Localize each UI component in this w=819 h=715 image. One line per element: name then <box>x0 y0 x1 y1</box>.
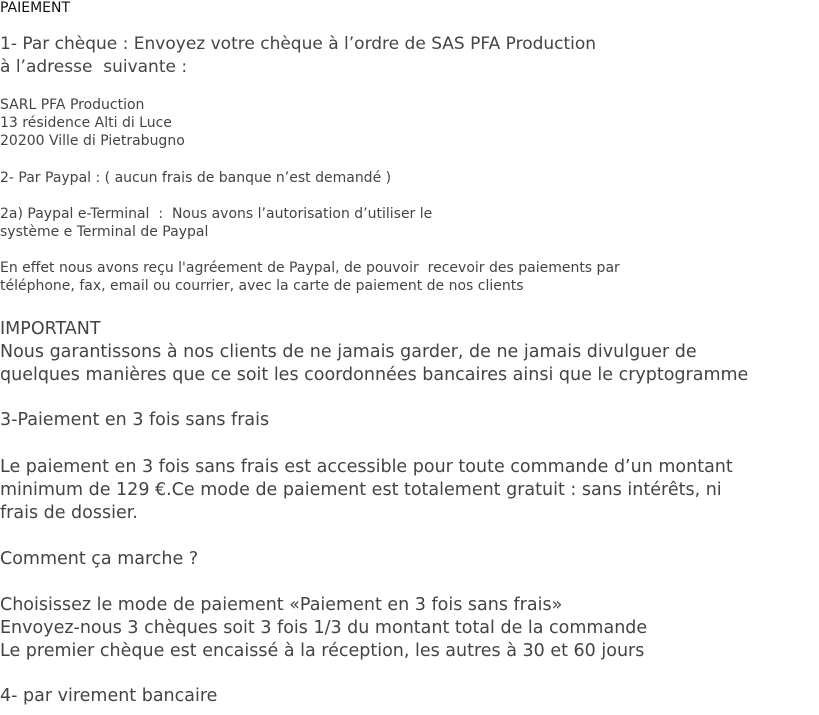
installment-description-line-3: frais de dossier. <box>0 503 138 523</box>
page-title: PAIEMENT <box>0 0 71 16</box>
installment-section-title: 3-Paiement en 3 fois sans frais <box>0 410 270 430</box>
paypal-agreement-line-1: En effet nous avons reçu l'agréement de Paypal, de pouvoir recevoir des paiements par <box>0 260 620 276</box>
cheque-instruction-line-2: à l’adresse suivante : <box>0 57 188 77</box>
important-line-1: Nous garantissons à nos clients de ne jamais garder, de ne jamais divulguer de <box>0 342 697 362</box>
paypal-eterminal-line-2: système e Terminal de Paypal <box>0 224 209 240</box>
address-line-street: 13 résidence Alti di Luce <box>0 115 172 131</box>
address-line-company: SARL PFA Production <box>0 97 145 113</box>
paypal-section-title: 2- Par Paypal : ( aucun frais de banque n’est demandé ) <box>0 170 392 186</box>
important-title: IMPORTANT <box>0 319 101 339</box>
cheque-instruction-line-1: 1- Par chèque : Envoyez votre chèque à l’ordre de SAS PFA Production <box>0 34 597 54</box>
installment-description-line-1: Le paiement en 3 fois sans frais est accessible pour toute commande d’un montant <box>0 457 733 477</box>
paypal-agreement-line-2: téléphone, fax, email ou courrier, avec la carte de paiement de nos clients <box>0 278 524 294</box>
bank-transfer-title: 4- par virement bancaire <box>0 686 218 706</box>
address-line-city: 20200 Ville di Pietrabugno <box>0 133 185 149</box>
installment-step-3: Le premier chèque est encaissé à la réception, les autres à 30 et 60 jours <box>0 641 645 661</box>
important-line-2: quelques manières que ce soit les coordonnées bancaires ainsi que le cryptogramme <box>0 365 749 385</box>
installment-step-1: Choisissez le mode de paiement «Paiement en 3 fois sans frais» <box>0 595 563 615</box>
installment-description-line-2: minimum de 129 €.Ce mode de paiement est totalement gratuit : sans intérêts, ni <box>0 480 722 500</box>
installment-step-2: Envoyez-nous 3 chèques soit 3 fois 1/3 du montant total de la commande <box>0 618 648 638</box>
how-it-works-heading: Comment ça marche ? <box>0 549 199 569</box>
paypal-eterminal-line-1: 2a) Paypal e-Terminal : Nous avons l’autorisation d’utiliser le <box>0 206 433 222</box>
